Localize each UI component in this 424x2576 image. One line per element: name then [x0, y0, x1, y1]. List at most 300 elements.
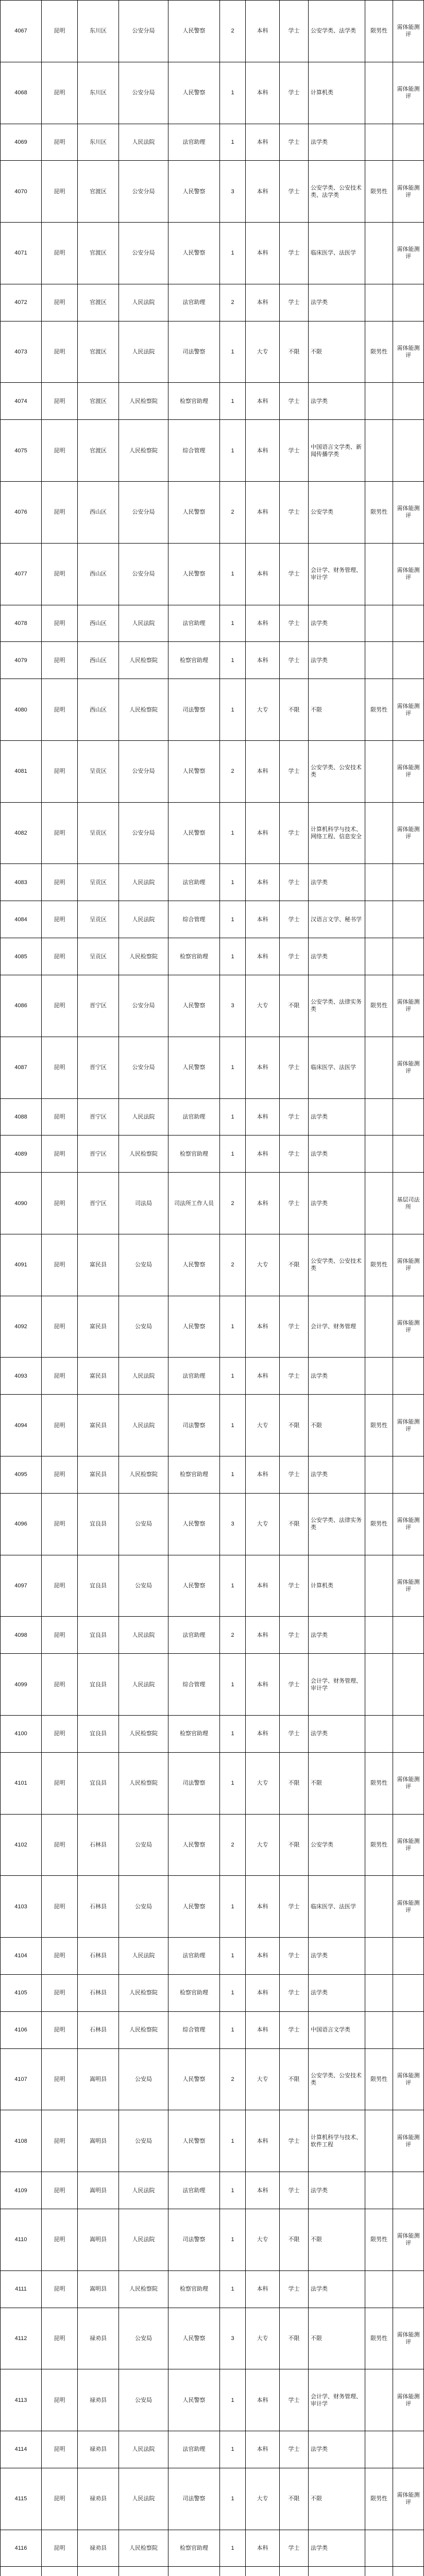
cell-headcount: 1	[220, 1555, 246, 1617]
cell-recruiting-agency: 官渡区	[78, 420, 119, 482]
table-row	[1, 1234, 424, 1296]
cell-headcount: 3	[220, 161, 246, 223]
cell-headcount: 1	[220, 2011, 246, 2048]
cell-major: 不限	[309, 2209, 365, 2270]
cell-recruiting-agency: 西山区	[78, 605, 119, 642]
cell-headcount: 1	[220, 642, 246, 679]
table-row	[1, 1974, 424, 2011]
cell-education: 本科	[246, 1, 280, 62]
cell-major: 公安学类	[309, 1814, 365, 1876]
cell-position-code: 4108	[1, 2110, 42, 2172]
cell-degree: 不限	[280, 1493, 309, 1555]
cell-position-code: 4091	[1, 1234, 42, 1296]
cell-position-code: 4106	[1, 2011, 42, 2048]
cell-headcount: 1	[220, 420, 246, 482]
cell-unit: 人民检察院	[119, 1456, 168, 1494]
cell-headcount: 1	[220, 2530, 246, 2567]
cell-education: 本科	[246, 2270, 280, 2308]
cell-position-code: 4112	[1, 2308, 42, 2369]
cell-requirements	[365, 1974, 393, 2011]
cell-degree: 学士	[280, 1296, 309, 1358]
cell-requirements	[365, 1296, 393, 1358]
cell-position-code: 4078	[1, 605, 42, 642]
cell-requirements	[365, 901, 393, 938]
cell-region: 昆明	[42, 1938, 78, 1975]
cell-headcount: 2	[220, 1814, 246, 1876]
cell-position-code: 4098	[1, 1617, 42, 1654]
cell-education: 本科	[246, 1876, 280, 1938]
cell-degree: 学士	[280, 605, 309, 642]
cell-major: 法学类	[309, 1358, 365, 1395]
cell-headcount: 1	[220, 2431, 246, 2468]
cell-major: 法学类	[309, 605, 365, 642]
cell-recruiting-agency: 晋宁区	[78, 1173, 119, 1234]
cell-requirements	[365, 62, 393, 124]
cell-degree: 学士	[280, 223, 309, 284]
cell-region: 昆明	[42, 1296, 78, 1358]
cell-position-name: 检察官助理	[168, 938, 220, 975]
cell-requirements	[365, 1938, 393, 1975]
cell-unit: 公安局	[119, 1555, 168, 1617]
cell-position-code: 4070	[1, 161, 42, 223]
cell-requirements: 限男性	[365, 1814, 393, 1876]
cell-position-code: 4110	[1, 2209, 42, 2270]
cell-education: 本科	[246, 1098, 280, 1136]
cell-recruiting-agency: 嵩明县	[78, 2048, 119, 2110]
table-row	[1, 2172, 424, 2209]
table-row	[1, 2209, 424, 2270]
cell-region: 昆明	[42, 740, 78, 802]
cell-unit: 公安分局	[119, 223, 168, 284]
cell-education: 本科	[246, 1358, 280, 1395]
cell-recruiting-agency: 呈贡区	[78, 740, 119, 802]
cell-position-name: 人民警察	[168, 482, 220, 544]
cell-education	[246, 2567, 280, 2576]
cell-region: 昆明	[42, 1456, 78, 1494]
cell-headcount: 1	[220, 2209, 246, 2270]
cell-recruiting-agency: 西山区	[78, 543, 119, 605]
cell-headcount: 1	[220, 2270, 246, 2308]
cell-remarks	[393, 1136, 424, 1173]
cell-position-name: 人民警察	[168, 1876, 220, 1938]
cell-position-code: 4096	[1, 1493, 42, 1555]
cell-region: 昆明	[42, 1715, 78, 1752]
cell-unit: 公安局	[119, 2110, 168, 2172]
cell-unit: 人民法院	[119, 2468, 168, 2530]
cell-unit: 公安分局	[119, 62, 168, 124]
cell-position-name: 人民警察	[168, 161, 220, 223]
cell-headcount: 1	[220, 1654, 246, 1716]
cell-unit: 人民法院	[119, 1358, 168, 1395]
cell-position-name: 法官助理	[168, 2431, 220, 2468]
cell-region: 昆明	[42, 642, 78, 679]
cell-requirements	[365, 383, 393, 420]
table-row	[1, 1136, 424, 1173]
cell-remarks: 需体能测评	[393, 679, 424, 741]
cell-major: 法学类	[309, 2530, 365, 2567]
cell-position-name: 法官助理	[168, 124, 220, 161]
cell-unit	[119, 2567, 168, 2576]
cell-remarks: 需体能测评	[393, 1296, 424, 1358]
table-row	[1, 679, 424, 741]
cell-remarks	[393, 2567, 424, 2576]
cell-headcount: 1	[220, 543, 246, 605]
cell-region: 昆明	[42, 605, 78, 642]
cell-recruiting-agency: 宜良县	[78, 1715, 119, 1752]
table-row	[1, 223, 424, 284]
cell-position-name: 司法警察	[168, 321, 220, 383]
table-row	[1, 161, 424, 223]
cell-education: 本科	[246, 1555, 280, 1617]
cell-education: 本科	[246, 1617, 280, 1654]
cell-unit: 人民法院	[119, 1395, 168, 1456]
cell-position-name: 人民警察	[168, 1, 220, 62]
cell-remarks	[393, 383, 424, 420]
cell-education: 大专	[246, 1752, 280, 1814]
cell-unit: 人民法院	[119, 1654, 168, 1716]
cell-position-code: 4081	[1, 740, 42, 802]
table-row	[1, 1617, 424, 1654]
cell-position-name: 人民警察	[168, 1234, 220, 1296]
cell-position-code: 4100	[1, 1715, 42, 1752]
cell-recruiting-agency: 东川区	[78, 1, 119, 62]
cell-requirements	[365, 1173, 393, 1234]
cell-remarks: 需体能测评	[393, 2209, 424, 2270]
cell-education: 本科	[246, 901, 280, 938]
cell-requirements: 限男性	[365, 1234, 393, 1296]
cell-degree: 不限	[280, 1752, 309, 1814]
cell-unit: 公安分局	[119, 543, 168, 605]
cell-remarks: 需体能测评	[393, 62, 424, 124]
cell-major: 不限	[309, 321, 365, 383]
cell-position-name: 司法警察	[168, 1395, 220, 1456]
cell-headcount: 1	[220, 1037, 246, 1098]
cell-unit: 司法局	[119, 1173, 168, 1234]
cell-position-name: 检察官助理	[168, 1456, 220, 1494]
cell-position-name: 检察官助理	[168, 642, 220, 679]
cell-recruiting-agency: 石林县	[78, 1876, 119, 1938]
cell-unit: 人民检察院	[119, 1752, 168, 1814]
cell-recruiting-agency: 富民县	[78, 1395, 119, 1456]
cell-recruiting-agency: 宜良县	[78, 1654, 119, 1716]
cell-position-code: 4074	[1, 383, 42, 420]
cell-remarks	[393, 2172, 424, 2209]
cell-major: 不限	[309, 1752, 365, 1814]
cell-position-name: 法官助理	[168, 1358, 220, 1395]
cell-position-code: 4111	[1, 2270, 42, 2308]
cell-unit: 人民法院	[119, 1098, 168, 1136]
cell-requirements: 限男性	[365, 2468, 393, 2530]
table-row	[1, 901, 424, 938]
cell-major: 公安学类、公安技术类、法学类	[309, 161, 365, 223]
cell-degree: 不限	[280, 321, 309, 383]
cell-degree: 不限	[280, 1395, 309, 1456]
cell-headcount: 1	[220, 605, 246, 642]
cell-remarks: 需体能测评	[393, 321, 424, 383]
cell-degree: 不限	[280, 1814, 309, 1876]
cell-remarks: 需体能测评	[393, 1, 424, 62]
cell-position-code: 4101	[1, 1752, 42, 1814]
cell-position-code: 4069	[1, 124, 42, 161]
cell-position-name: 人民警察	[168, 543, 220, 605]
cell-remarks	[393, 1617, 424, 1654]
cell-remarks	[393, 938, 424, 975]
cell-degree: 学士	[280, 62, 309, 124]
cell-remarks	[393, 2011, 424, 2048]
cell-position-name: 检察官助理	[168, 1974, 220, 2011]
cell-unit: 公安局	[119, 1876, 168, 1938]
cell-requirements	[365, 1358, 393, 1395]
cell-degree: 学士	[280, 2172, 309, 2209]
cell-requirements	[365, 420, 393, 482]
cell-region: 昆明	[42, 1136, 78, 1173]
cell-education: 本科	[246, 802, 280, 864]
cell-degree: 不限	[280, 975, 309, 1037]
cell-position-name: 检察官助理	[168, 1715, 220, 1752]
cell-headcount: 2	[220, 2048, 246, 2110]
cell-remarks	[393, 2431, 424, 2468]
table-row	[1, 420, 424, 482]
table-row	[1, 62, 424, 124]
table-row	[1, 975, 424, 1037]
cell-degree: 学士	[280, 2011, 309, 2048]
cell-remarks: 需体能测评	[393, 1555, 424, 1617]
cell-education: 本科	[246, 161, 280, 223]
cell-region: 昆明	[42, 1876, 78, 1938]
cell-requirements	[365, 1715, 393, 1752]
cell-remarks: 需体能测评	[393, 1037, 424, 1098]
cell-remarks	[393, 284, 424, 321]
cell-remarks	[393, 642, 424, 679]
table-row	[1, 1395, 424, 1456]
cell-region: 昆明	[42, 2369, 78, 2431]
cell-recruiting-agency: 富民县	[78, 1296, 119, 1358]
cell-unit: 公安分局	[119, 740, 168, 802]
cell-region: 昆明	[42, 1493, 78, 1555]
cell-major: 公安学类、法学类	[309, 1, 365, 62]
cell-headcount: 1	[220, 1715, 246, 1752]
cell-requirements	[365, 642, 393, 679]
cell-education: 本科	[246, 605, 280, 642]
cell-position-code: 4084	[1, 901, 42, 938]
cell-position-code: 4109	[1, 2172, 42, 2209]
cell-degree: 学士	[280, 1358, 309, 1395]
cell-degree: 学士	[280, 1938, 309, 1975]
cell-region: 昆明	[42, 2011, 78, 2048]
cell-degree: 学士	[280, 901, 309, 938]
cell-unit: 人民检察院	[119, 1974, 168, 2011]
cell-position-name: 人民警察	[168, 1555, 220, 1617]
cell-recruiting-agency: 石林县	[78, 1974, 119, 2011]
cell-headcount: 1	[220, 901, 246, 938]
table-row	[1, 1358, 424, 1395]
cell-major: 会计学、财务管理	[309, 1296, 365, 1358]
cell-position-code: 4068	[1, 62, 42, 124]
cell-position-code: 4089	[1, 1136, 42, 1173]
table-row	[1, 383, 424, 420]
cell-education: 大专	[246, 1234, 280, 1296]
cell-requirements	[365, 2567, 393, 2576]
cell-major: 公安学类、法律实务类	[309, 975, 365, 1037]
cell-education: 本科	[246, 1136, 280, 1173]
cell-requirements: 限男性	[365, 1, 393, 62]
table-row	[1, 124, 424, 161]
cell-position-code: 4113	[1, 2369, 42, 2431]
cell-region: 昆明	[42, 1234, 78, 1296]
cell-unit: 人民法院	[119, 864, 168, 901]
cell-education: 本科	[246, 740, 280, 802]
cell-major: 计算机科学与技术、软件工程	[309, 2110, 365, 2172]
cell-remarks: 需体能测评	[393, 1234, 424, 1296]
cell-recruiting-agency: 西山区	[78, 679, 119, 741]
cell-recruiting-agency: 宜良县	[78, 1555, 119, 1617]
cell-position-code: 4073	[1, 321, 42, 383]
cell-position-name: 人民警察	[168, 802, 220, 864]
cell-position-code: 4104	[1, 1938, 42, 1975]
cell-recruiting-agency: 东川区	[78, 124, 119, 161]
cell-unit: 公安分局	[119, 975, 168, 1037]
cell-headcount: 1	[220, 2369, 246, 2431]
cell-position-code: 4085	[1, 938, 42, 975]
cell-education: 本科	[246, 62, 280, 124]
cell-region: 昆明	[42, 1395, 78, 1456]
cell-region: 昆明	[42, 383, 78, 420]
cell-position-code: 4107	[1, 2048, 42, 2110]
cell-headcount: 2	[220, 740, 246, 802]
cell-education: 本科	[246, 1715, 280, 1752]
cell-region: 昆明	[42, 975, 78, 1037]
cell-headcount: 1	[220, 1098, 246, 1136]
cell-major: 法学类	[309, 1136, 365, 1173]
cell-remarks: 需体能测评	[393, 1493, 424, 1555]
cell-unit: 人民检察院	[119, 679, 168, 741]
cell-unit: 公安局	[119, 1234, 168, 1296]
cell-education: 本科	[246, 1974, 280, 2011]
cell-remarks: 需体能测评	[393, 2468, 424, 2530]
cell-headcount: 1	[220, 802, 246, 864]
cell-degree: 学士	[280, 124, 309, 161]
cell-headcount: 1	[220, 383, 246, 420]
cell-recruiting-agency: 宜良县	[78, 1752, 119, 1814]
cell-degree: 学士	[280, 1617, 309, 1654]
cell-position-name: 法官助理	[168, 2172, 220, 2209]
cell-degree: 不限	[280, 1234, 309, 1296]
table-row	[1, 2048, 424, 2110]
cell-remarks	[393, 2270, 424, 2308]
cell-major: 法学类	[309, 1617, 365, 1654]
cell-unit: 公安分局	[119, 802, 168, 864]
cell-recruiting-agency: 晋宁区	[78, 975, 119, 1037]
cell-unit: 人民检察院	[119, 2530, 168, 2567]
cell-degree: 学士	[280, 420, 309, 482]
cell-education: 本科	[246, 1654, 280, 1716]
table-row	[1, 2431, 424, 2468]
cell-position-code: 4076	[1, 482, 42, 544]
cell-requirements	[365, 2369, 393, 2431]
cell-headcount: 1	[220, 2468, 246, 2530]
cell-recruiting-agency: 禄劝县	[78, 2431, 119, 2468]
cell-education: 本科	[246, 938, 280, 975]
cell-education: 本科	[246, 420, 280, 482]
cell-position-name: 人民警察	[168, 1296, 220, 1358]
cell-recruiting-agency: 呈贡区	[78, 802, 119, 864]
cell-position-code: 4105	[1, 1974, 42, 2011]
cell-education: 本科	[246, 2530, 280, 2567]
cell-headcount: 1	[220, 1938, 246, 1975]
cell-remarks	[393, 2530, 424, 2567]
cell-requirements	[365, 2172, 393, 2209]
cell-major: 会计学、财务管理、审计学	[309, 1654, 365, 1716]
cell-education: 本科	[246, 124, 280, 161]
cell-degree: 学士	[280, 740, 309, 802]
cell-headcount: 3	[220, 2308, 246, 2369]
cell-position-name: 法官助理	[168, 1098, 220, 1136]
cell-position-name: 人民警察	[168, 2110, 220, 2172]
cell-position-name: 综合管理	[168, 2011, 220, 2048]
cell-headcount: 1	[220, 2172, 246, 2209]
cell-position-name: 法官助理	[168, 864, 220, 901]
cell-headcount: 1	[220, 864, 246, 901]
cell-recruiting-agency: 石林县	[78, 1938, 119, 1975]
cell-unit: 人民检察院	[119, 383, 168, 420]
cell-requirements	[365, 284, 393, 321]
cell-position-code: 4114	[1, 2431, 42, 2468]
cell-degree: 学士	[280, 1715, 309, 1752]
cell-unit: 人民检察院	[119, 642, 168, 679]
cell-region: 昆明	[42, 1814, 78, 1876]
cell-headcount: 2	[220, 284, 246, 321]
cell-major: 公安学类、公安技术类	[309, 2048, 365, 2110]
cell-degree: 学士	[280, 543, 309, 605]
cell-remarks: 需体能测评	[393, 161, 424, 223]
cell-position-name: 检察官助理	[168, 1136, 220, 1173]
cell-remarks: 需体能测评	[393, 2110, 424, 2172]
cell-requirements	[365, 740, 393, 802]
cell-region: 昆明	[42, 2172, 78, 2209]
cell-degree: 学士	[280, 2431, 309, 2468]
cell-headcount: 1	[220, 1456, 246, 1494]
cell-recruiting-agency: 宜良县	[78, 1617, 119, 1654]
cell-region: 昆明	[42, 1098, 78, 1136]
cell-headcount: 1	[220, 1395, 246, 1456]
cell-degree: 学士	[280, 802, 309, 864]
cell-region: 昆明	[42, 321, 78, 383]
cell-unit: 人民法院	[119, 901, 168, 938]
cell-headcount: 3	[220, 1493, 246, 1555]
cell-degree: 不限	[280, 2308, 309, 2369]
cell-recruiting-agency: 官渡区	[78, 223, 119, 284]
cell-education: 本科	[246, 1296, 280, 1358]
cell-position-code: 4083	[1, 864, 42, 901]
table-row	[1, 1938, 424, 1975]
cell-position-code: 4103	[1, 1876, 42, 1938]
cell-headcount: 1	[220, 1752, 246, 1814]
table-row	[1, 605, 424, 642]
cell-region: 昆明	[42, 1173, 78, 1234]
cell-position-code: 4082	[1, 802, 42, 864]
cell-education: 本科	[246, 284, 280, 321]
cell-degree: 学士	[280, 2110, 309, 2172]
cell-degree: 不限	[280, 2048, 309, 2110]
table-row	[1, 1654, 424, 1716]
table-row	[1, 1493, 424, 1555]
cell-degree: 学士	[280, 383, 309, 420]
cell-recruiting-agency: 禄劝县	[78, 2468, 119, 2530]
cell-major: 中国语言文学类、新闻传播学类	[309, 420, 365, 482]
cell-requirements	[365, 2270, 393, 2308]
cell-headcount: 1	[220, 124, 246, 161]
cell-unit: 公安局	[119, 1493, 168, 1555]
